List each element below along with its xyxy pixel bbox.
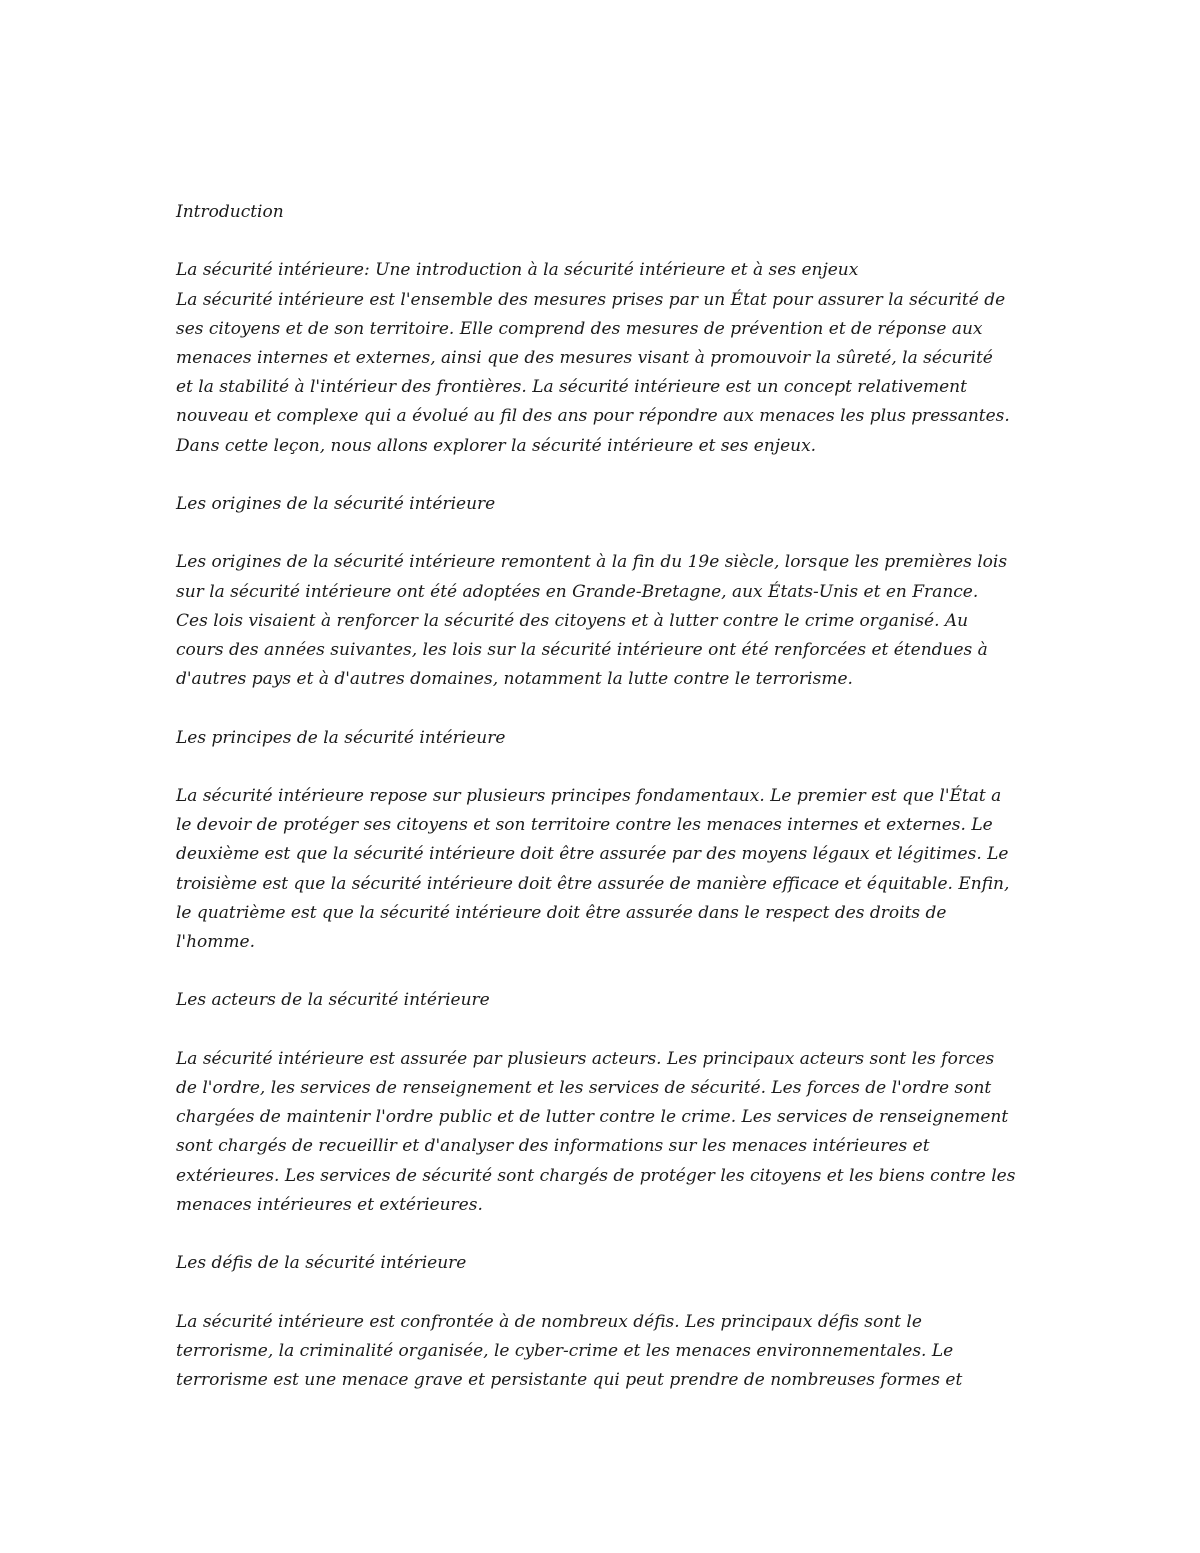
actors-heading: Les acteurs de la sécurité intérieure <box>176 990 490 1011</box>
origins-heading: Les origines de la sécurité intérieure <box>176 494 496 514</box>
paragraph-spacer <box>176 1016 1032 1045</box>
challenges-heading: Les défis de la sécurité intérieure <box>176 1253 467 1274</box>
paragraph-spacer <box>176 753 1032 782</box>
paragraph-spacer <box>176 1278 1032 1307</box>
intro-paragraph: La sécurité intérieure est l'ensemble des mesures prises par un État pour assurer la sécurité de ses citoyens et de son territoire. Elle comprend des mesures de prévention et de réponse aux menaces internes et externes, ainsi que des mesures visant à promouvoir la sûreté, la sécurité et la stabilité à l'intérieur des frontières. La sécurité intérieure est un concept relativement nouveau et complexe qui a évolué au fil des ans pour répondre aux menaces les plus pressantes. Dans cette leçon, nous allons explorer la sécurité intérieure et ses enjeux. <box>176 289 1010 456</box>
principles-paragraph: La sécurité intérieure repose sur plusieurs principes fondamentaux. Le premier est que l'État a le devoir de protéger ses citoyens et son territoire contre les menaces internes et externes. Le deuxième est que la sécurité intérieure doit être assurée par des moyens légaux et légitimes. Le troisième est que la sécurité intérieure doit être assurée de manière efficace et équitable. Enfin, le quatrième est que la sécurité intérieure doit être assurée dans le respect des droits de l'homme. <box>176 785 1010 952</box>
principles-heading: Les principes de la sécurité intérieure <box>176 727 506 748</box>
challenges-paragraph: La sécurité intérieure est confrontée à de nombreux défis. Les principaux défis sont le terrorisme, la criminalité organisée, le cyber-crime et les menaces environnementales. Le terrorisme est une menace grave et persistante qui peut prendre de nombreuses formes et <box>176 1311 963 1390</box>
document-body <box>176 198 1032 1395</box>
intro-heading: Introduction <box>176 202 284 222</box>
paragraph-spacer <box>176 519 1032 548</box>
paragraph-spacer <box>176 461 1032 490</box>
paragraph-spacer <box>176 227 1032 256</box>
intro-subheading: La sécurité intérieure: Une introduction à la sécurité intérieure et à ses enjeux <box>176 260 859 281</box>
origins-paragraph: Les origines de la sécurité intérieure remontent à la fin du 19e siècle, lorsque les premières lois sur la sécurité intérieure ont été adoptées en Grande-Bretagne, aux États-Unis et en France. Ces lois visaient à renforcer la sécurité des citoyens et à lutter contre le crime organisé. Au cours des années suivantes, les lois sur la sécurité intérieure ont été renforcées et étendues à d'autres pays et à d'autres domaines, notamment la lutte contre le terrorisme. <box>176 552 1008 690</box>
paragraph-spacer <box>176 957 1032 986</box>
paragraph-spacer <box>176 694 1032 723</box>
paragraph-spacer <box>176 1220 1032 1249</box>
actors-paragraph: La sécurité intérieure est assurée par plusieurs acteurs. Les principaux acteurs sont les forces de l'ordre, les services de renseignement et les services de sécurité. Les forces de l'ordre sont chargées de maintenir l'ordre public et de lutter contre le crime. Les services de renseignement sont chargés de recueillir et d'analyser des informations sur les menaces intérieures et extérieures. Les services de sécurité sont chargés de protéger les citoyens et les biens contre les menaces intérieures et extérieures. <box>176 1048 1016 1215</box>
